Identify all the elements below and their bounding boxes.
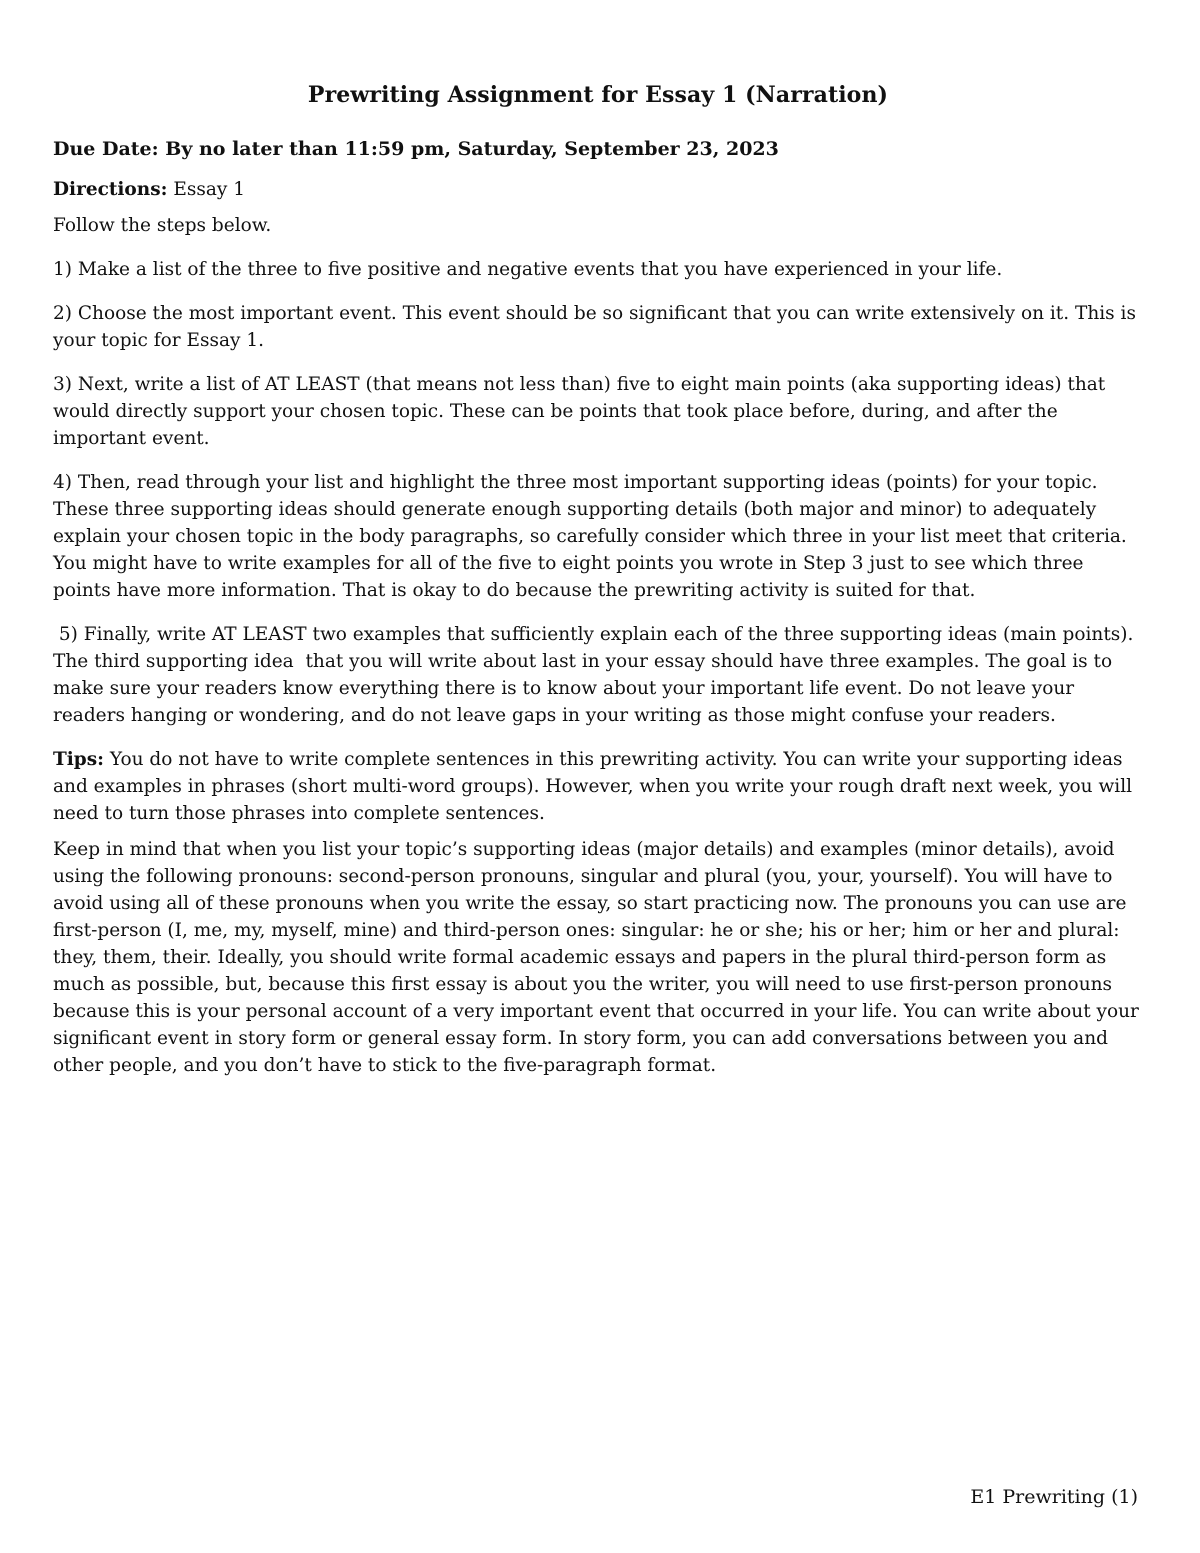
tips-label: Tips: [53, 749, 104, 770]
directions-paragraph [53, 176, 1143, 203]
directions-text: Essay 1 [167, 179, 245, 200]
tips-text: You do not have to write complete sentences in this prewriting activity. You can write your supporting ideas and examples in phrases (short multi-word groups). However, when you write your rough draft next week, you will need to turn those phrases into complete sentences. [53, 749, 1133, 824]
directions-label: Directions: [53, 179, 168, 200]
tips-paragraph [53, 746, 1143, 827]
keep-in-mind-paragraph: Keep in mind that when you list your topic’s supporting ideas (major details) and examples (minor details), avoid using the following pronouns: second-person pronouns, singular and plural (you, your, yourself). You will have to avoid using all of these pronouns when you write the essay, so start practicing now. The pronouns you can use are first-person (I, me, my, myself, mine) and third-person ones: singular: he or she; his or her; him or her and plural: they, them, their. Ideally, you should write formal academic essays and papers in the plural third-person form as much as possible, but, because this first essay is about you the writer, you will need to use first-person pronouns because this is your personal account of a very important event that occurred in your life. You can write about your significant event in story form or general essay form. In story form, you can add conversations between you and other people, and you don’t have to stick to the five-paragraph format. [53, 839, 1139, 1076]
step-4: 4) Then, read through your list and highlight the three most important supporting ideas (points) for your topic. These three supporting ideas should generate enough supporting details (both major and minor) to adequately explain your chosen topic in the body paragraphs, so carefully consider which three in your list meet that criteria. You might have to write examples for all of the five to eight points you wrote in Step 3 just to see which three points have more information. That is okay to do because the prewriting activity is suited for that. [53, 472, 1127, 601]
step-2: 2) Choose the most important event. This event should be so significant that you can write extensively on it. This is your topic for Essay 1. [53, 303, 1136, 351]
document-title: Prewriting Assignment for Essay 1 (Narration) [307, 82, 889, 108]
step-5: 5) Finally, write AT LEAST two examples that sufficiently explain each of the three supporting ideas (main points). The third supporting idea that you will write about last in your essay should have three examples. The goal is to make sure your readers know everything there is to know about your important life event. Do not leave your readers hanging or wondering, and do not leave gaps in your writing as those might confuse your readers. [53, 624, 1140, 726]
step-3: 3) Next, write a list of AT LEAST (that means not less than) five to eight main points (aka supporting ideas) that would directly support your chosen topic. These can be points that took place before, during, and after the important event. [53, 374, 1106, 449]
due-date: Due Date: By no later than 11:59 pm, Saturday, September 23, 2023 [53, 138, 779, 160]
page-footer: E1 Prewriting (1) [970, 1486, 1138, 1508]
document-page [53, 82, 1143, 1096]
step-1: 1) Make a list of the three to five positive and negative events that you have experienced in your life. [53, 259, 1003, 280]
follow-instruction: Follow the steps below. [53, 215, 272, 236]
